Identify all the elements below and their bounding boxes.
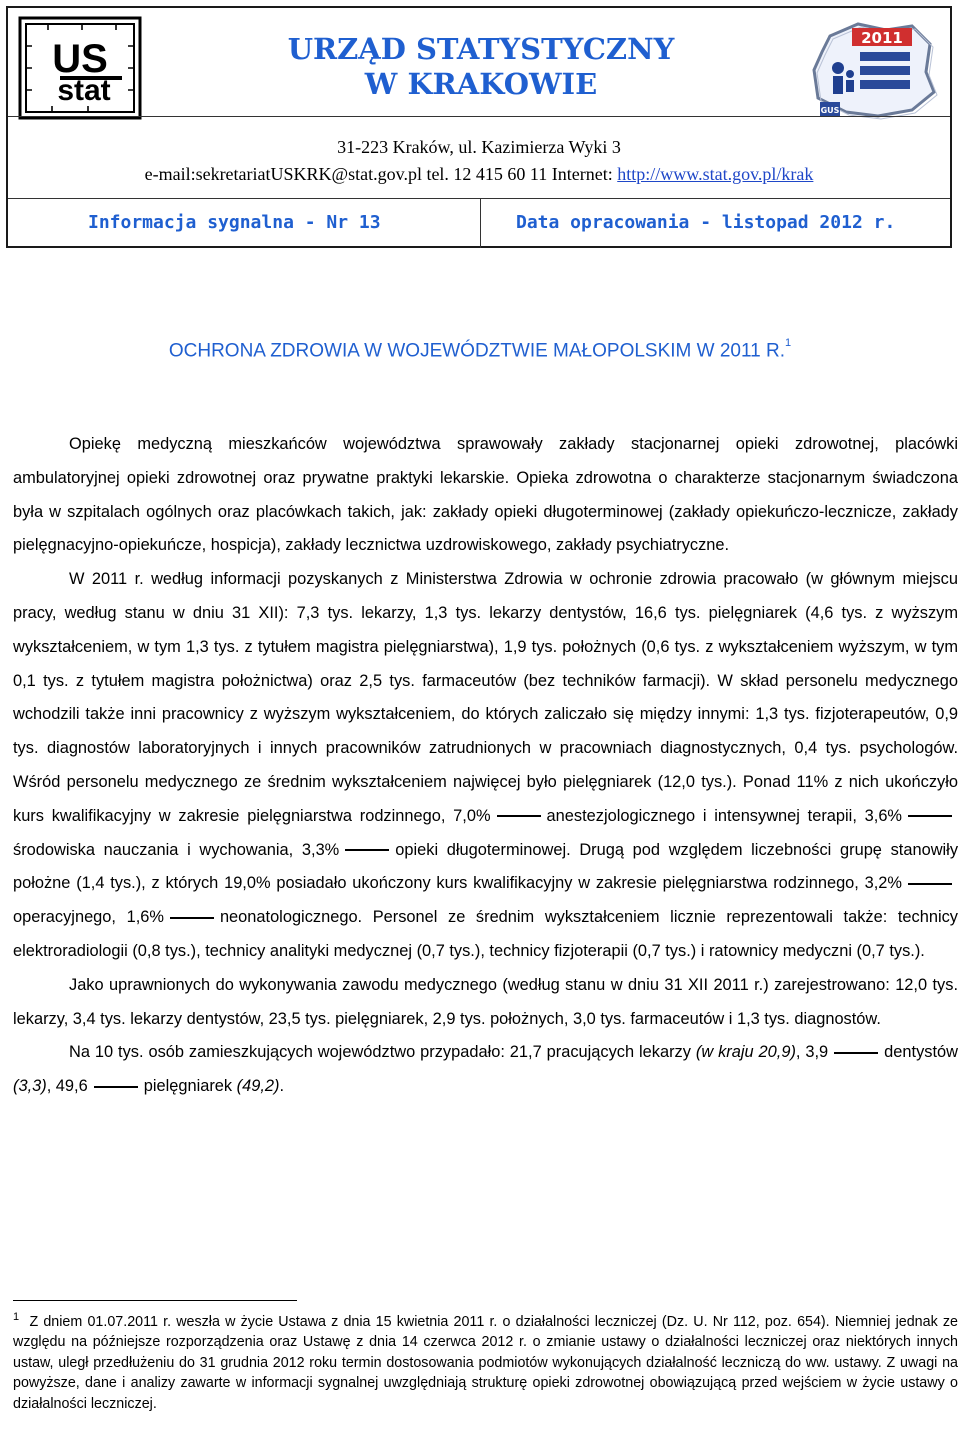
- footnote-text: Z dniem 01.07.2011 r. weszła w życie Ustawa z dnia 15 kwietnia 2011 r. o działalności leczniczej (Dz. U. Nr 112, poz. 654). Niemniej jednak ze względu na późniejsze rozporządzenia oraz Ustawę z dnia 14 czerwca 2012 r. o zmianie ustawy o działalności leczniczej oraz niektórych innych ustaw, uległ przedłużeniu do 31 grudnia 2012 roku termin dostosowania podmiotów wykonujących działalność leczniczą do ww. ustawy. Z uwagi na powyższe, dane i analizy zawarte w informacji sygnalnej uwzględniają strukturę opieki zdrowotnej obowiązującą przed wejściem w życie ustawy o działalności leczniczej.: [13, 1313, 958, 1412]
- article-body: [13, 428, 958, 1104]
- header-divider-2: [8, 198, 950, 199]
- footnote-marker: 1: [13, 1311, 20, 1323]
- office-name-line2: W KRAKOWIE: [364, 67, 598, 101]
- em-dash: [345, 849, 389, 851]
- svg-text:US: US: [52, 37, 108, 81]
- address-line: 31-223 Kraków, ul. Kazimierza Wyki 3: [337, 137, 621, 157]
- svg-text:stat: stat: [57, 74, 111, 107]
- paragraph-2-text-c: środowiska nauczania i wychowania, 3,3%: [13, 840, 340, 859]
- info-date: Data opracowania - listopad 2012 r.: [516, 212, 896, 233]
- paragraph-2-text-a: W 2011 r. według informacji pozyskanych z Ministerstwa Zdrowia w ochronie zdrowia pracowało (w głównym miejscu pracy, według stanu w dniu 31 XII): 7,3 tys. lekarzy, 1,3 tys. lekarzy dentystów, 16,6 tys. pielęgniarek (4,6 tys. z wyższym wykształceniem, w tym 1,3 tys. z tytułem magistra pielęgniarstwa), 1,9 tys. położnych (0,6 tys. z wykształceniem wyższym, w tym 0,1 tys. z tytułem magistra położnictwa) oraz 2,5 tys. farmaceutów (bez techników farmacji). W skład personelu medycznego wchodzili także inni pracownicy z wyższym wykształceniem, do których zaliczało się między innymi: 1,3 tys. fizjoterapeutów, 0,9 tys. diagnostów laboratoryjnych i innych pracowników zatrudnionych w pracowniach diagnostycznych, 0,4 tys. psychologów. Wśród personelu medycznego ze średnim wykształceniem najwięcej było pielęgniarek (12,0 tys.). Ponad 11% z nich ukończyło kurs kwalifikacyjny w zakresie pielęgniarstwa rodzinnego, 7,0%: [13, 570, 958, 825]
- paragraph-4-country-lekarze: (w kraju 20,9): [695, 1043, 796, 1062]
- header-divider-1: [8, 116, 950, 117]
- us-stat-logo: [18, 16, 142, 120]
- paragraph-4-text-f: , 49,6: [46, 1077, 88, 1096]
- paragraph-4-text-d: dentystów: [884, 1043, 958, 1062]
- paragraph-1: Opiekę medyczną mieszkańców województwa sprawowały zakłady stacjonarnej opieki zdrowotnej, placówki ambulatoryjnej opieki zdrowotnej oraz prywatne praktyki lekarskie. Opieka zdrowotna o charakterze stacjonarnym świadczona była w szpitalach ogólnych oraz placówkach takich, jak: zakłady opieki długoterminowej (zakłady opiekuńczo-lecznicze, zakłady pielęgnacyjno-opiekuńcze, hospicja), zakłady lecznictwa uzdrowiskowego, zakłady psychiatryczne.: [13, 435, 958, 555]
- em-dash: [908, 815, 952, 817]
- em-dash: [834, 1052, 878, 1054]
- svg-text:2011: 2011: [861, 29, 903, 47]
- office-name: [148, 32, 814, 102]
- em-dash: [170, 917, 214, 919]
- info-number: Informacja sygnalna - Nr 13: [88, 212, 381, 233]
- page-title: [0, 337, 960, 362]
- em-dash: [94, 1086, 138, 1088]
- paragraph-2-text-b: anestezjologicznego i intensywnej terapii, 3,6%: [546, 806, 903, 825]
- paragraph-2: [13, 563, 958, 969]
- paragraph-4-text-a: Na 10 tys. osób zamieszkujących województwo przypadało: 21,7 pracujących lekarzy: [69, 1043, 691, 1062]
- header-divider-vertical: [480, 198, 481, 248]
- contact-line: [8, 163, 950, 185]
- em-dash: [908, 883, 952, 885]
- paragraph-4-country-dentysci: (3,3): [13, 1077, 47, 1096]
- census-2011-badge: [808, 18, 938, 123]
- paragraph-4-text-i: .: [279, 1077, 285, 1096]
- website-link[interactable]: http://www.stat.gov.pl/krak: [617, 164, 814, 184]
- footnote-ref: 1: [785, 337, 792, 349]
- page-title-text: OCHRONA ZDROWIA W WOJEWÓDZTWIE MAŁOPOLSKIM W 2011 R.: [168, 340, 785, 362]
- paragraph-3: Jako uprawnionych do wykonywania zawodu medycznego (według stanu w dniu 31 XII 2011 r.) zarejestrowano: 12,0 tys. lekarzy, 3,4 tys. lekarzy dentystów, 23,5 tys. pielęgniarek, 2,9 tys. położnych, 3,0 tys. farmaceutów i 1,3 tys. diagnostów.: [13, 975, 958, 1028]
- contact-prefix: e-mail:sekretariatUSKRK@stat.gov.pl tel. 12 415 60 11 Internet:: [144, 164, 618, 184]
- footnote-separator: [13, 1300, 297, 1301]
- paragraph-4-text-g: pielęgniarek: [143, 1077, 233, 1096]
- letterhead: [6, 6, 952, 248]
- paragraph-2-text-f: neonatologicznego. Personel ze średnim wykształceniem licznie reprezentowali także: technicy elektroradiologii (0,8 tys.), technicy analityki medycznej (0,7 tys.), technicy fizjoterapii (0,7 tys.) i ratownicy medyczni (0,7 tys.).: [13, 908, 958, 960]
- em-dash: [497, 815, 541, 817]
- paragraph-4-text-c: , 3,9: [795, 1043, 829, 1062]
- paragraph-2-text-e: operacyjnego, 1,6%: [13, 908, 164, 927]
- svg-text:GUS: GUS: [820, 106, 840, 115]
- paragraph-4-country-pielegniarki: (49,2): [236, 1077, 280, 1096]
- paragraph-4: [13, 1036, 958, 1104]
- office-name-line1: URZĄD STATYSTYCZNY: [287, 32, 675, 66]
- footnote: [13, 1307, 958, 1414]
- paragraph-2-text-d: opieki długoterminowej. Drugą pod względem liczebności grupę stanowiły położne (1,4 tys.), z których 19,0% posiadało ukończony kurs kwalifikacyjny w zakresie pielęgniarstwa rodzinnego, 3,2%: [13, 840, 959, 893]
